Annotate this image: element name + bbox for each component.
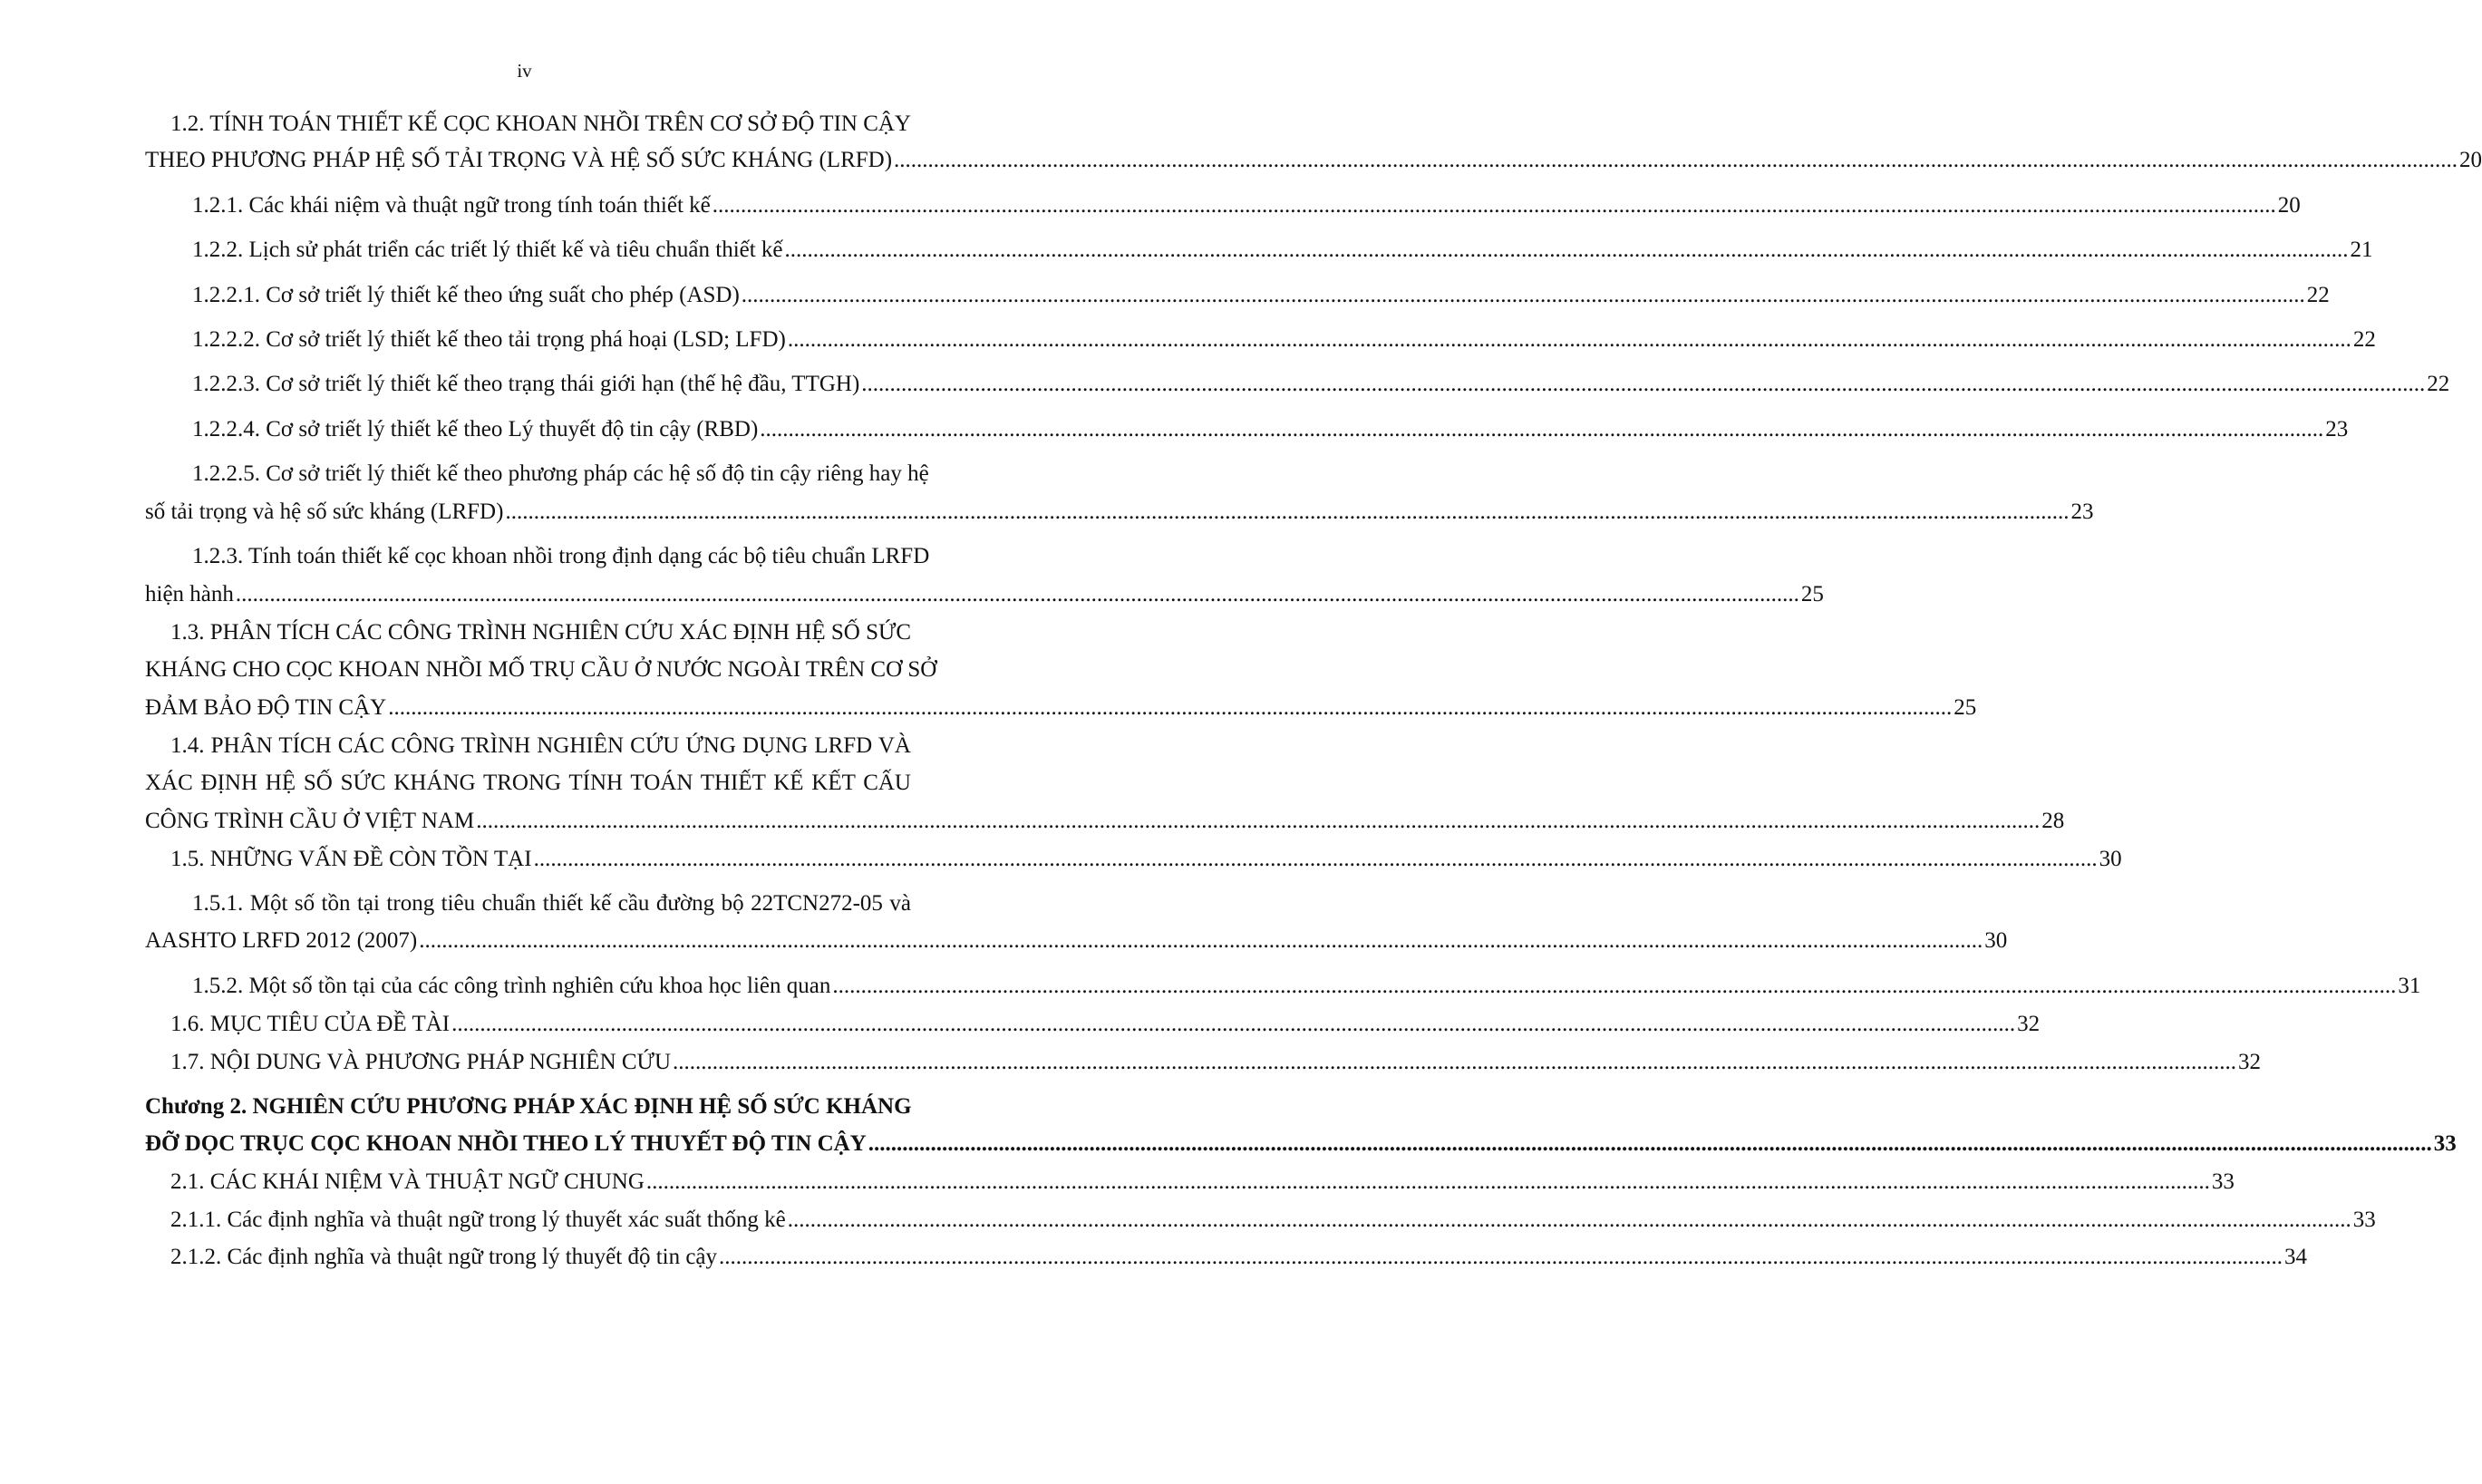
leader-dots [388,694,1952,722]
toc-page-number: 31 [2398,974,2421,998]
toc-entry-1-2-2-1[interactable] [192,282,2330,309]
toc-entry-1-2-2-2[interactable] [192,326,2376,354]
toc-entry-text: hiện hành [145,582,234,606]
toc-entry-1-3-line2[interactable] [145,656,937,684]
toc-entry-1-5-1-line2[interactable] [145,927,2008,955]
toc-entry-text: ĐỠ DỌC TRỤC CỌC KHOAN NHỒI THEO LÝ THUYẾT ĐỘ TIN CẬY [145,1131,867,1156]
leader-dots [713,192,2276,219]
toc-chapter-2-line1[interactable] [145,1093,911,1120]
toc-entry-1-2-2-5-line2[interactable] [145,499,2094,526]
toc-entry-1-2-line2[interactable] [145,147,2482,174]
leader-dots [505,499,2069,526]
toc-entry-1-2-3-line2[interactable] [145,581,1824,608]
toc-entry-1-2-line1[interactable] [170,111,911,138]
toc-page-number: 22 [2352,327,2376,352]
toc-page-number: 21 [2350,238,2373,262]
toc-page-number: 33 [2211,1169,2235,1194]
toc-entry-1-7[interactable] [170,1049,2262,1076]
toc-page-number: 33 [2352,1208,2376,1232]
toc-entry-text: 1.2.1. Các khái niệm và thuật ngữ trong tính toán thiết kế [192,193,711,218]
toc-entry-text: 1.6. MỤC TIÊU CỦA ĐỀ TÀI [170,1012,451,1036]
leader-dots [788,1207,2351,1234]
toc-page-number: 30 [2099,847,2122,871]
page-number: iv [517,60,532,82]
toc-entry-2-1-1[interactable] [170,1207,2376,1234]
toc-entry-1-5[interactable] [170,846,2122,873]
toc-entry-text: 1.4. PHÂN TÍCH CÁC CÔNG TRÌNH NGHIÊN CỨU ỨNG DỤNG LRFD VÀ [170,733,911,758]
toc-page-number: 34 [2284,1245,2308,1269]
toc-page-number: 30 [1984,928,2008,953]
toc-entry-text: CÔNG TRÌNH CẦU Ở VIỆT NAM [145,809,475,833]
toc-entry-1-2-2-5-line1[interactable] [192,461,929,488]
toc-entry-2-1-2[interactable] [170,1244,2308,1271]
toc-entry-1-5-2[interactable] [192,973,2421,1000]
toc-entry-1-5-1-line1[interactable] [192,890,911,917]
toc-page-number: 33 [2433,1131,2457,1156]
toc-entry-text: 1.2.2.5. Cơ sở triết lý thiết kế theo phương pháp các hệ số độ tin cậy riêng hay hệ [192,461,929,486]
toc-entry-1-4-line2[interactable] [145,770,911,797]
toc-entry-text: 1.5.2. Một số tồn tại của các công trình nghiên cứu khoa học liên quan [192,974,831,998]
toc-entry-text: 1.5. NHỮNG VẤN ĐỀ CÒN TỒN TẠI [170,847,532,871]
toc-page-number: 23 [2325,417,2349,441]
toc-page-number: 23 [2070,500,2094,524]
leader-dots [646,1169,2210,1196]
toc-entry-text: 1.2. TÍNH TOÁN THIẾT KẾ CỌC KHOAN NHỒI TRÊN CƠ SỞ ĐỘ TIN CẬY [170,112,911,136]
toc-entry-1-2-2[interactable] [192,237,2373,264]
leader-dots [760,416,2323,443]
leader-dots [832,973,2396,1000]
toc-page-number: 28 [2041,809,2065,833]
toc-page-number: 25 [1800,582,1824,606]
toc-entry-1-6[interactable] [170,1011,2041,1038]
toc-page-number: 22 [2306,283,2330,307]
toc-page-number: 32 [2238,1050,2262,1074]
leader-dots [788,326,2351,354]
toc-entry-text: 1.2.2.2. Cơ sở triết lý thiết kế theo tải trọng phá hoại (LSD; LFD) [192,327,786,352]
toc-entry-text: THEO PHƯƠNG PHÁP HỆ SỐ TẢI TRỌNG VÀ HỆ SỐ SỨC KHÁNG (LRFD) [145,148,893,172]
toc-entry-text: 1.3. PHÂN TÍCH CÁC CÔNG TRÌNH NGHIÊN CỨU XÁC ĐỊNH HỆ SỐ SỨC [170,620,912,645]
toc-entry-1-3-line1[interactable] [170,619,911,646]
leader-dots [861,371,2425,398]
leader-dots [476,808,2040,835]
toc-entry-2-1[interactable] [170,1169,2235,1196]
toc-entry-1-4-line3[interactable] [145,808,2065,835]
toc-page-number: 32 [2017,1012,2041,1036]
toc-entry-text: Chương 2. NGHIÊN CỨU PHƯƠNG PHÁP XÁC ĐỊNH HỆ SỐ SỨC KHÁNG [145,1094,912,1119]
toc-entry-1-3-line3[interactable] [145,694,1977,722]
leader-dots [785,237,2349,264]
leader-dots [719,1244,2283,1271]
toc-page-number: 22 [2427,372,2450,396]
toc-entry-text: 2.1. CÁC KHÁI NIỆM VÀ THUẬT NGỮ CHUNG [170,1169,645,1194]
leader-dots [534,846,2098,873]
toc-entry-text: 1.7. NỘI DUNG VÀ PHƯƠNG PHÁP NGHIÊN CỨU [170,1050,672,1074]
leader-dots [894,147,2458,174]
toc-entry-text: 1.2.3. Tính toán thiết kế cọc khoan nhồi trong định dạng các bộ tiêu chuẩn LRFD [192,544,930,568]
toc-page-number: 20 [2277,193,2301,218]
toc-entry-1-2-3-line1[interactable] [192,543,930,570]
toc-entry-text: AASHTO LRFD 2012 (2007) [145,928,418,953]
toc-page-number: 20 [2459,148,2482,172]
toc-entry-1-2-2-4[interactable] [192,416,2349,443]
toc-entry-text: KHÁNG CHO CỌC KHOAN NHỒI MỐ TRỤ CẦU Ở NƯỚC NGOÀI TRÊN CƠ SỞ [145,657,937,682]
toc-entry-text: 1.2.2. Lịch sử phát triển các triết lý thiết kế và tiêu chuẩn thiết kế [192,238,783,262]
toc-entry-text: 1.5.1. Một số tồn tại trong tiêu chuẩn thiết kế cầu đường bộ 22TCN272-05 và [192,891,911,916]
toc-entry-1-2-1[interactable] [192,192,2301,219]
toc-chapter-2-line2[interactable] [145,1130,2457,1158]
leader-dots [673,1049,2236,1076]
leader-dots [236,581,1799,608]
toc-entry-text: 1.2.2.1. Cơ sở triết lý thiết kế theo ứng suất cho phép (ASD) [192,283,740,307]
toc-entry-text: ĐẢM BẢO ĐỘ TIN CẬY [145,695,387,720]
toc-entry-1-4-line1[interactable] [170,732,911,760]
toc-entry-text: 2.1.2. Các định nghĩa và thuật ngữ trong lý thuyết độ tin cậy [170,1245,718,1269]
leader-dots [742,282,2305,309]
leader-dots [868,1130,2432,1158]
toc-entry-text: 2.1.1. Các định nghĩa và thuật ngữ trong lý thuyết xác suất thống kê [170,1208,786,1232]
toc-entry-text: 1.2.2.3. Cơ sở triết lý thiết kế theo trạng thái giới hạn (thế hệ đầu, TTGH) [192,372,860,396]
leader-dots [451,1011,2015,1038]
toc-entry-text: 1.2.2.4. Cơ sở triết lý thiết kế theo Lý thuyết độ tin cậy (RBD) [192,417,759,441]
toc-page-number: 25 [1954,695,1977,720]
toc-entry-text: số tải trọng và hệ số sức kháng (LRFD) [145,500,504,524]
toc-entry-text: XÁC ĐỊNH HỆ SỐ SỨC KHÁNG TRONG TÍNH TOÁN THIẾT KẾ KẾT CẤU [145,771,911,795]
leader-dots [419,927,1983,955]
toc-entry-1-2-2-3[interactable] [192,371,2450,398]
